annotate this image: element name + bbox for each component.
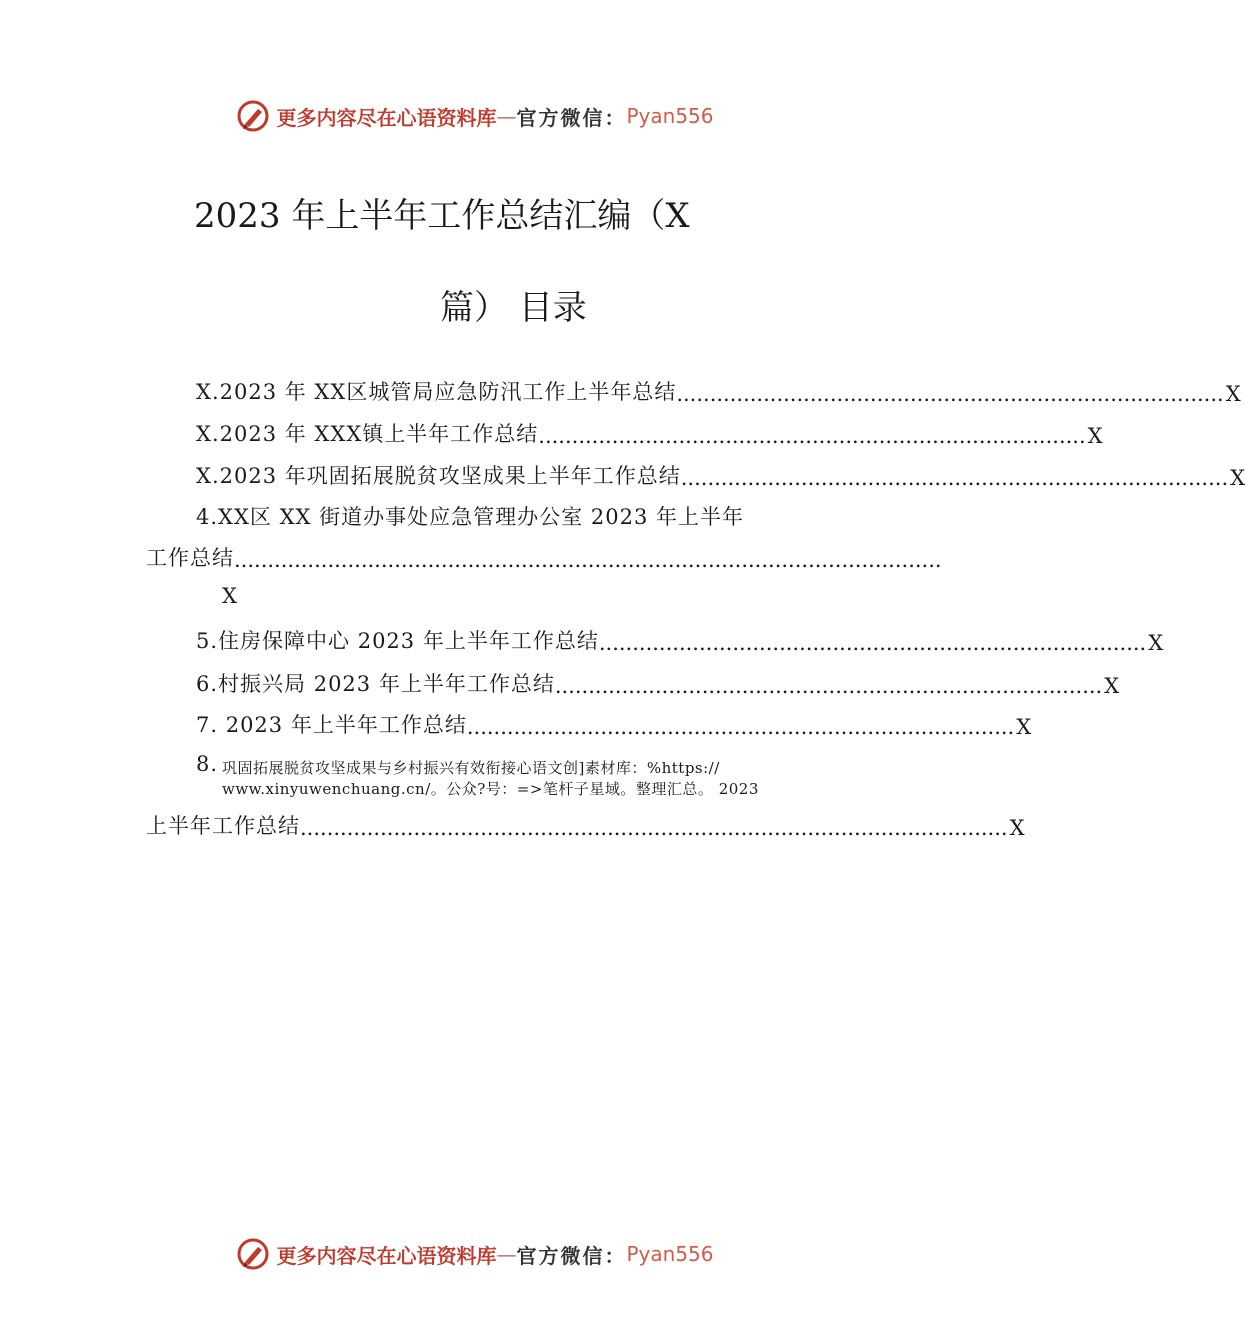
- toc-item-3[interactable]: [196, 460, 1246, 490]
- toc-leader-dots: ..................................................................................: [676, 382, 1224, 406]
- banner-main-text: 更多内容尽在心语资料库: [276, 1243, 497, 1268]
- toc-leader-dots: ..................................................................................: [680, 466, 1229, 490]
- toc-leader-dots: ..................................................................................: [538, 424, 1086, 448]
- toc-item-text: 6.村振兴局 2023 年上半年工作总结: [196, 672, 555, 696]
- toc-item-5[interactable]: [196, 625, 1165, 655]
- toc-item-8-note-line2: www.xinyuwenchuang.cn/。公众?号：=>笔杆子星域。整理汇总。 2023: [222, 780, 759, 798]
- toc-item-number: 8.: [196, 752, 219, 776]
- toc-item-4-line1: [196, 501, 744, 531]
- footer-banner: [0, 1234, 950, 1274]
- toc-item-7[interactable]: [196, 709, 1033, 739]
- toc-item-text: 工作总结: [146, 546, 234, 570]
- toc-leader-dots: ..................................................................................: [554, 674, 1103, 698]
- toc-item-4-line3: [220, 584, 238, 608]
- toc-page-number: X: [222, 584, 238, 608]
- toc-page-number: X: [1087, 424, 1104, 448]
- banner-wechat-id: Pyan556: [626, 1242, 714, 1266]
- pen-seal-icon: [236, 1237, 270, 1271]
- toc-item-8-number: [196, 752, 218, 776]
- toc-item-8-line2: [146, 810, 1026, 840]
- toc-item-text: 5.住房保障中心 2023 年上半年工作总结: [196, 629, 599, 653]
- header-banner: [0, 96, 950, 136]
- toc-page-number: X: [1009, 816, 1026, 840]
- banner-dash: —: [496, 1242, 517, 1266]
- toc-leader-dots: ..................................................................................: [466, 715, 1015, 739]
- toc-item-text: 4.XX区 XX 街道办事处应急管理办公室 2023 年上半年: [196, 505, 744, 529]
- toc-item-text: X.2023 年 XXX镇上半年工作总结: [196, 422, 539, 446]
- toc-leader-dots: ..................................................................................: [598, 631, 1147, 655]
- toc-item-text: X.2023 年 XX区城管局应急防汛工作上半年总结: [196, 380, 677, 404]
- toc-item-2[interactable]: [196, 418, 1104, 448]
- toc-leader-dots: ..........................................................................................................: [300, 816, 1008, 840]
- toc-item-4-line2: [146, 542, 942, 572]
- document-title-line1: 2023 年上半年工作总结汇编（X: [194, 196, 690, 236]
- toc-page-number: X: [1225, 382, 1242, 406]
- banner-dash: —: [496, 104, 517, 128]
- banner-wechat-label: 官方微信：: [516, 105, 627, 130]
- toc-item-6[interactable]: [196, 668, 1121, 698]
- banner-wechat-label: 官方微信：: [516, 1243, 627, 1268]
- pen-seal-icon: [236, 99, 270, 133]
- toc-item-text: X.2023 年巩固拓展脱贫攻坚成果上半年工作总结: [196, 464, 681, 488]
- toc-page-number: X: [1016, 715, 1033, 739]
- toc-page-number: X: [1230, 466, 1246, 490]
- toc-item-text: 7. 2023 年上半年工作总结: [196, 713, 467, 737]
- banner-main-text: 更多内容尽在心语资料库: [276, 105, 497, 130]
- document-title-line2: 篇） 目录: [440, 288, 587, 328]
- toc-item-text: 上半年工作总结: [146, 814, 300, 838]
- toc-item-8-note-line1: 巩固拓展脱贫攻坚成果与乡村振兴有效衔接心语文创]素材库：%https://: [222, 759, 720, 777]
- toc-item-1[interactable]: [196, 376, 1242, 406]
- toc-page-number: X: [1148, 631, 1165, 655]
- banner-wechat-id: Pyan556: [626, 104, 714, 128]
- toc-leader-dots: ..........................................................................................................: [234, 548, 942, 572]
- toc-page-number: X: [1104, 674, 1121, 698]
